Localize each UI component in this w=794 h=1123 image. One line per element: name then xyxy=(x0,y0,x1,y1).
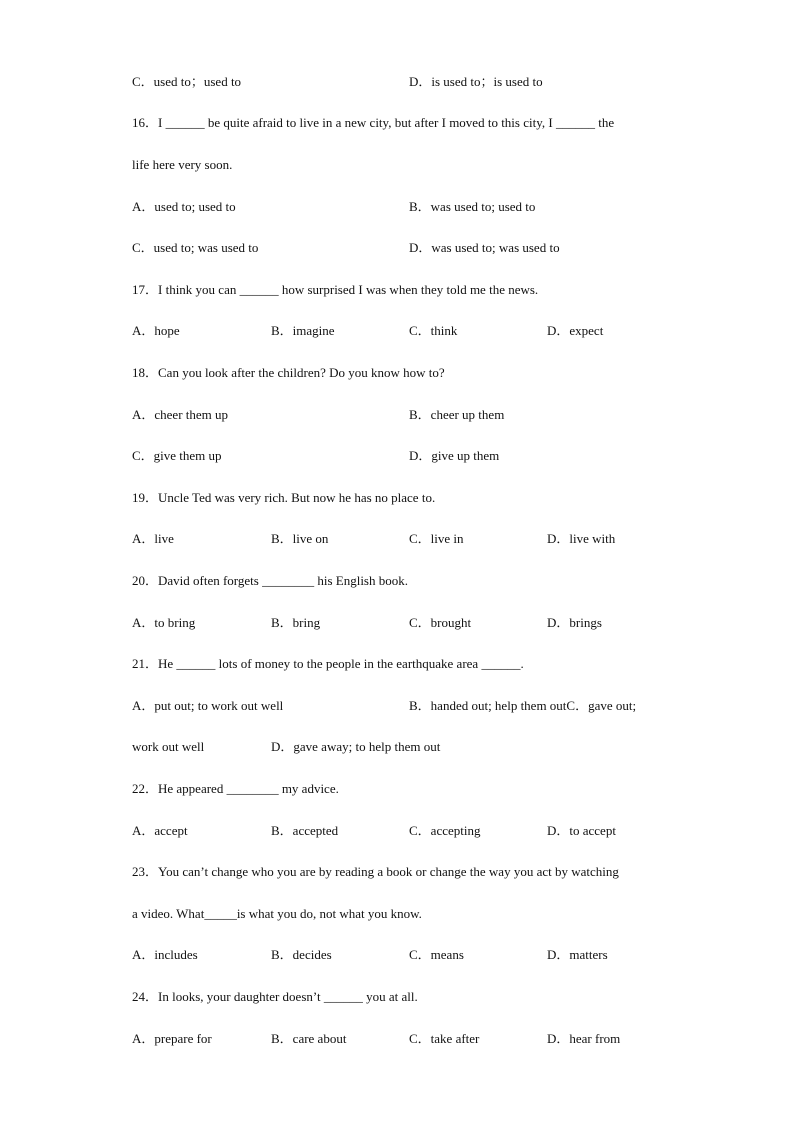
q23-option-c[interactable]: C．means xyxy=(409,947,464,962)
q21-option-d[interactable]: D．gave away; to help them out xyxy=(271,739,441,754)
q22-option-d[interactable]: D．to accept xyxy=(547,823,616,838)
q23-option-b[interactable]: B．decides xyxy=(271,947,332,962)
q19-stem: 19．Uncle Ted was very rich. But now he has no place to. xyxy=(132,490,436,505)
q19-option-c[interactable]: C．live in xyxy=(409,531,464,546)
q16-stem-line1: 16．I ______ be quite afraid to live in a new city, but after I moved to this city, I ______ the xyxy=(132,115,615,130)
q24-option-d[interactable]: D．hear from xyxy=(547,1031,621,1046)
q19-option-d[interactable]: D．live with xyxy=(547,531,616,546)
q22-option-c[interactable]: C．accepting xyxy=(409,823,481,838)
q16-option-b[interactable]: B．was used to; used to xyxy=(409,199,536,214)
q23-stem-line1: 23．You can’t change who you are by reading a book or change the way you act by watching xyxy=(132,864,619,879)
q17-option-c[interactable]: C．think xyxy=(409,323,458,338)
q24-option-b[interactable]: B．care about xyxy=(271,1031,347,1046)
q22-option-b[interactable]: B．accepted xyxy=(271,823,339,838)
q20-stem: 20．David often forgets ________ his English book. xyxy=(132,573,408,588)
q16-stem-line2: life here very soon. xyxy=(132,157,233,172)
q18-stem: 18．Can you look after the children? Do you know how to? xyxy=(132,365,445,380)
q17-option-d[interactable]: D．expect xyxy=(547,323,604,338)
q24-stem: 24．In looks, your daughter doesn’t ______ you at all. xyxy=(132,989,418,1004)
q18-option-b[interactable]: B．cheer up them xyxy=(409,407,505,422)
q19-option-a[interactable]: A．live xyxy=(132,531,174,546)
q23-stem-line2: a video. What_____is what you do, not what you know. xyxy=(132,906,422,921)
q24-option-c[interactable]: C．take after xyxy=(409,1031,480,1046)
q24-option-a[interactable]: A．prepare for xyxy=(132,1031,212,1046)
q22-stem: 22．He appeared ________ my advice. xyxy=(132,781,339,796)
q18-option-a[interactable]: A．cheer them up xyxy=(132,407,229,422)
q15-option-c[interactable]: C．used to；used to xyxy=(132,74,242,89)
q16-option-a[interactable]: A．used to; used to xyxy=(132,199,236,214)
q17-stem: 17．I think you can ______ how surprised I was when they told me the news. xyxy=(132,282,539,297)
q23-option-a[interactable]: A．includes xyxy=(132,947,198,962)
q17-option-b[interactable]: B．imagine xyxy=(271,323,335,338)
q22-option-a[interactable]: A．accept xyxy=(132,823,188,838)
q18-option-d[interactable]: D．give up them xyxy=(409,448,500,463)
q21-option-b-c[interactable]: B．handed out; help them outC．gave out; xyxy=(409,698,637,713)
q17-option-a[interactable]: A．hope xyxy=(132,323,180,338)
q19-option-b[interactable]: B．live on xyxy=(271,531,329,546)
q16-option-d[interactable]: D．was used to; was used to xyxy=(409,240,560,255)
q21-stem: 21．He ______ lots of money to the people in the earthquake area ______. xyxy=(132,656,524,671)
q18-option-c[interactable]: C．give them up xyxy=(132,448,222,463)
q21-option-a[interactable]: A．put out; to work out well xyxy=(132,698,284,713)
q21-option-c-continued[interactable]: work out well xyxy=(132,739,205,754)
q15-option-d[interactable]: D．is used to；is used to xyxy=(409,74,543,89)
q20-option-c[interactable]: C．brought xyxy=(409,615,472,630)
q20-option-d[interactable]: D．brings xyxy=(547,615,602,630)
q20-option-a[interactable]: A．to bring xyxy=(132,615,196,630)
q23-option-d[interactable]: D．matters xyxy=(547,947,608,962)
q16-option-c[interactable]: C．used to; was used to xyxy=(132,240,259,255)
q20-option-b[interactable]: B．bring xyxy=(271,615,321,630)
